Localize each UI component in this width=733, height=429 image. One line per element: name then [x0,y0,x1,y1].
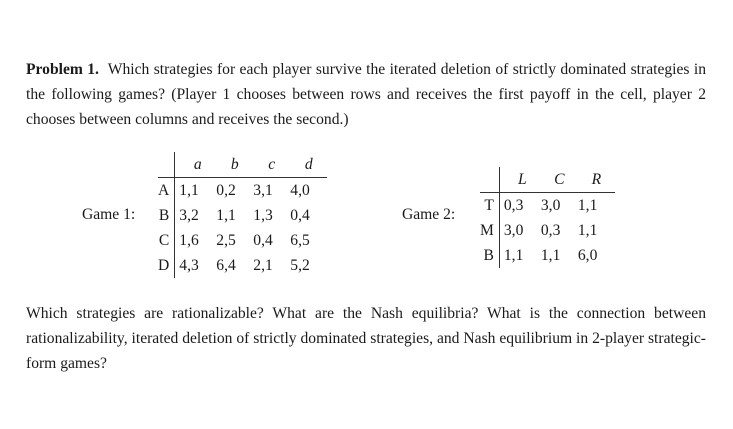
problem-question: Which strategies for each player survive the iterated deletion of strictly dominated strategies in the following games? (Player 1 chooses between rows and receives the first payoff in the cell, player 2 chooses between columns and receives the second.) [26,61,707,128]
game1-cell: 4,0 [290,182,310,199]
game2-cell: 0,3 [503,197,524,214]
game1-cell: 5,2 [290,257,310,274]
game2-payoff-matrix [480,167,615,268]
game1-cell: 1,6 [179,232,199,249]
game1-col-header: b [216,152,253,178]
game2-cell: 3,0 [503,222,524,239]
game2-row-header: T [484,197,494,214]
game1-cell: 6,4 [216,257,236,274]
game1-cell: 0,2 [216,182,236,199]
game1-row-header: D [158,257,170,274]
game2-cell: 0,3 [540,222,561,239]
game2-cell: 1,1 [503,247,524,264]
game1-payoff-matrix [158,152,327,278]
game1-header-row [158,152,327,178]
game1-col-header: c [253,152,290,178]
game2-cell: 1,1 [577,222,598,239]
game1-col-header: d [290,152,327,178]
game1-cell: 0,4 [290,207,310,224]
game1-row-header: B [158,207,170,224]
game2-label: Game 2: [402,206,456,223]
game2-col-header: R [578,167,615,193]
game1-cell: 1,1 [179,182,199,199]
game2-cell: 1,1 [577,197,598,214]
game2-row-header: B [483,247,494,264]
game1-cell: 0,4 [253,232,273,249]
game1-cell: 3,1 [253,182,273,199]
game1-cell: 4,3 [179,257,199,274]
game1-cell: 1,1 [216,207,236,224]
game2-row [480,218,615,243]
game1-row-header: A [158,182,170,199]
game2-col-header: C [541,167,578,193]
game1-col-header: a [179,152,216,178]
game2-row [480,193,615,219]
game1-label: Game 1: [82,206,136,223]
problem-label: Problem 1. [26,61,99,78]
game1-row [158,253,327,278]
game2-col-header: L [504,167,541,193]
followup-questions [26,301,706,376]
game2-cell: 3,0 [540,197,561,214]
game1-cell: 6,5 [290,232,310,249]
game1-cell: 3,2 [179,207,199,224]
game2-row [480,243,615,268]
problem-statement [26,57,706,132]
game2-row-header: M [480,222,494,239]
game1-row-header: C [158,232,170,249]
game1-row [158,228,327,253]
followup-text: Which strategies are rationalizable? What are the Nash equilibria? What is the connection between rationalizability, iterated deletion of strictly dominated strategies, and Nash equilibrium in 2-player strategic-form games? [26,305,706,372]
game1-row [158,203,327,228]
game2-cell: 6,0 [577,247,598,264]
game2-header-row [480,167,615,193]
game2-cell: 1,1 [540,247,561,264]
game1-cell: 1,3 [253,207,273,224]
game1-row [158,178,327,204]
game1-cell: 2,5 [216,232,236,249]
game1-cell: 2,1 [253,257,273,274]
